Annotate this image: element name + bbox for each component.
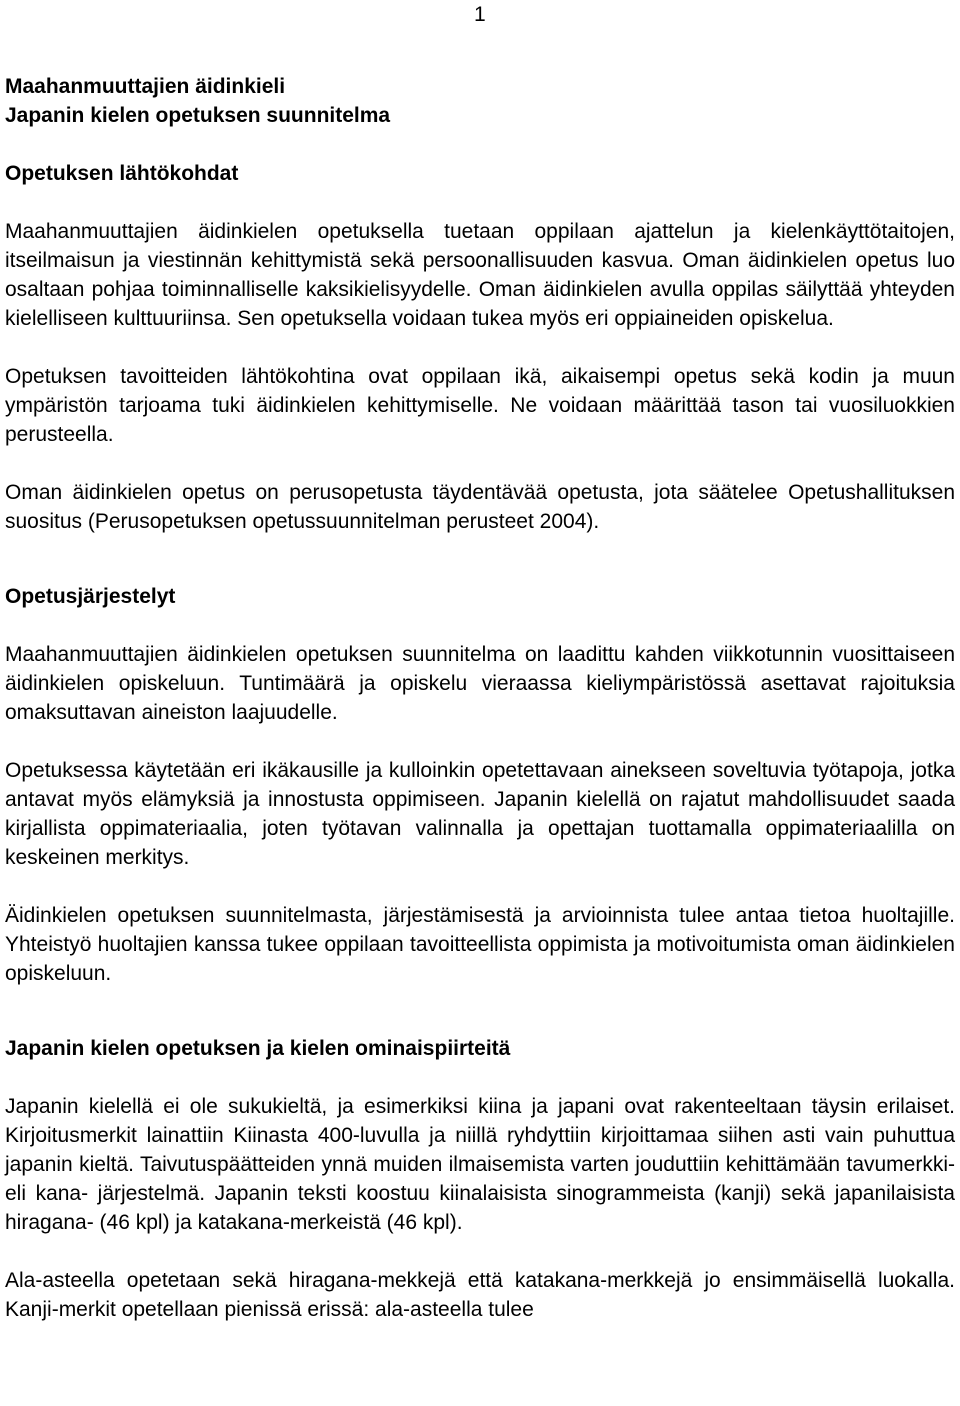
heading-lahtokohdat: Opetuksen lähtökohdat xyxy=(5,162,239,185)
page-number: 1 xyxy=(474,3,486,26)
paragraph: Oman äidinkielen opetus on perusopetusta täydentävää opetusta, jota säätelee Opetushallituksen suositus (Perusopetuksen opetussuunnitelman perusteet 2004). xyxy=(5,481,955,533)
paragraph: Ala-asteella opetetaan sekä hiragana-mekkejä että katakana-merkkejä jo ensimmäisellä luokalla. Kanji-merkit opetellaan pienissä erissä: ala-asteella tulee xyxy=(5,1269,955,1321)
document-title xyxy=(5,72,955,130)
paragraph: Opetuksen tavoitteiden lähtökohtina ovat oppilaan ikä, aikaisempi opetus sekä kodin ja muun ympäristön tarjoama tuki äidinkielen kehittymiselle. Ne voidaan määrittää tason tai vuosiluokkien perusteella. xyxy=(5,365,955,446)
paragraph: Maahanmuuttajien äidinkielen opetuksella tuetaan oppilaan ajattelun ja kielenkäyttötaitojen, itseilmaisun ja viestinnän kehittymistä sekä persoonallisuuden kasvua. Oman äidinkielen opetus luo osaltaan pohjaa toiminnalliselle kaksikielisyydelle. Oman äidinkielen avulla oppilas säilyttää yhteyden kielelliseen kulttuuriinsa. Sen opetuksella voidaan tukea myös eri oppiaineiden opiskelua. xyxy=(5,220,955,330)
paragraph: Japanin kielellä ei ole sukukieltä, ja esimerkiksi kiina ja japani ovat rakenteeltaan täysin erilaiset. Kirjoitusmerkit lainattiin Kiinasta 400-luvulla ja niillä ryhdyttiin kirjoittamaa siihen asti vain puhuttua japanin kieltä. Taivutuspäätteiden ynnä muiden ilmaisemista varten jouduttiin kehittämään tavumerkki- eli kana- järjestelmä. Japanin teksti koostuu kiinalaisista sinogrammeista (kanji) sekä japanilaisista hiragana- (46 kpl) ja katakana-merkeistä (46 kpl). xyxy=(5,1095,955,1234)
paragraph: Maahanmuuttajien äidinkielen opetuksen suunnitelma on laadittu kahden viikkotunnin vuosittaiseen äidinkielen opiskeluun. Tuntimäärä ja opiskelu vieraassa kieliympäristössä asettavat rajoituksia omaksuttavan aineiston laajuudelle. xyxy=(5,643,955,724)
heading-jarjestelyt: Opetusjärjestelyt xyxy=(5,585,176,608)
title-line-2: Japanin kielen opetuksen suunnitelma xyxy=(5,104,391,127)
heading-ominaispiirteet: Japanin kielen opetuksen ja kielen ominaispiirteitä xyxy=(5,1037,511,1060)
paragraph: Opetuksessa käytetään eri ikäkausille ja kulloinkin opetettavaan ainekseen soveltuvia työtapoja, jotka antavat myös elämyksiä ja innostusta oppimiseen. Japanin kielellä on rajatut mahdollisuudet saada kirjallista oppimateriaalia, joten työtavan valinnalla ja opettajan tuottamalla oppimateriaalilla on keskeinen merkitys. xyxy=(5,759,955,869)
paragraph: Äidinkielen opetuksen suunnitelmasta, järjestämisestä ja arvioinnista tulee antaa tietoa huoltajille. Yhteistyö huoltajien kanssa tukee oppilaan tavoitteellista oppimista ja motivoitumista oman äidinkielen opiskeluun. xyxy=(5,904,955,985)
title-line-1: Maahanmuuttajien äidinkieli xyxy=(5,75,286,98)
document-body xyxy=(5,72,955,1324)
